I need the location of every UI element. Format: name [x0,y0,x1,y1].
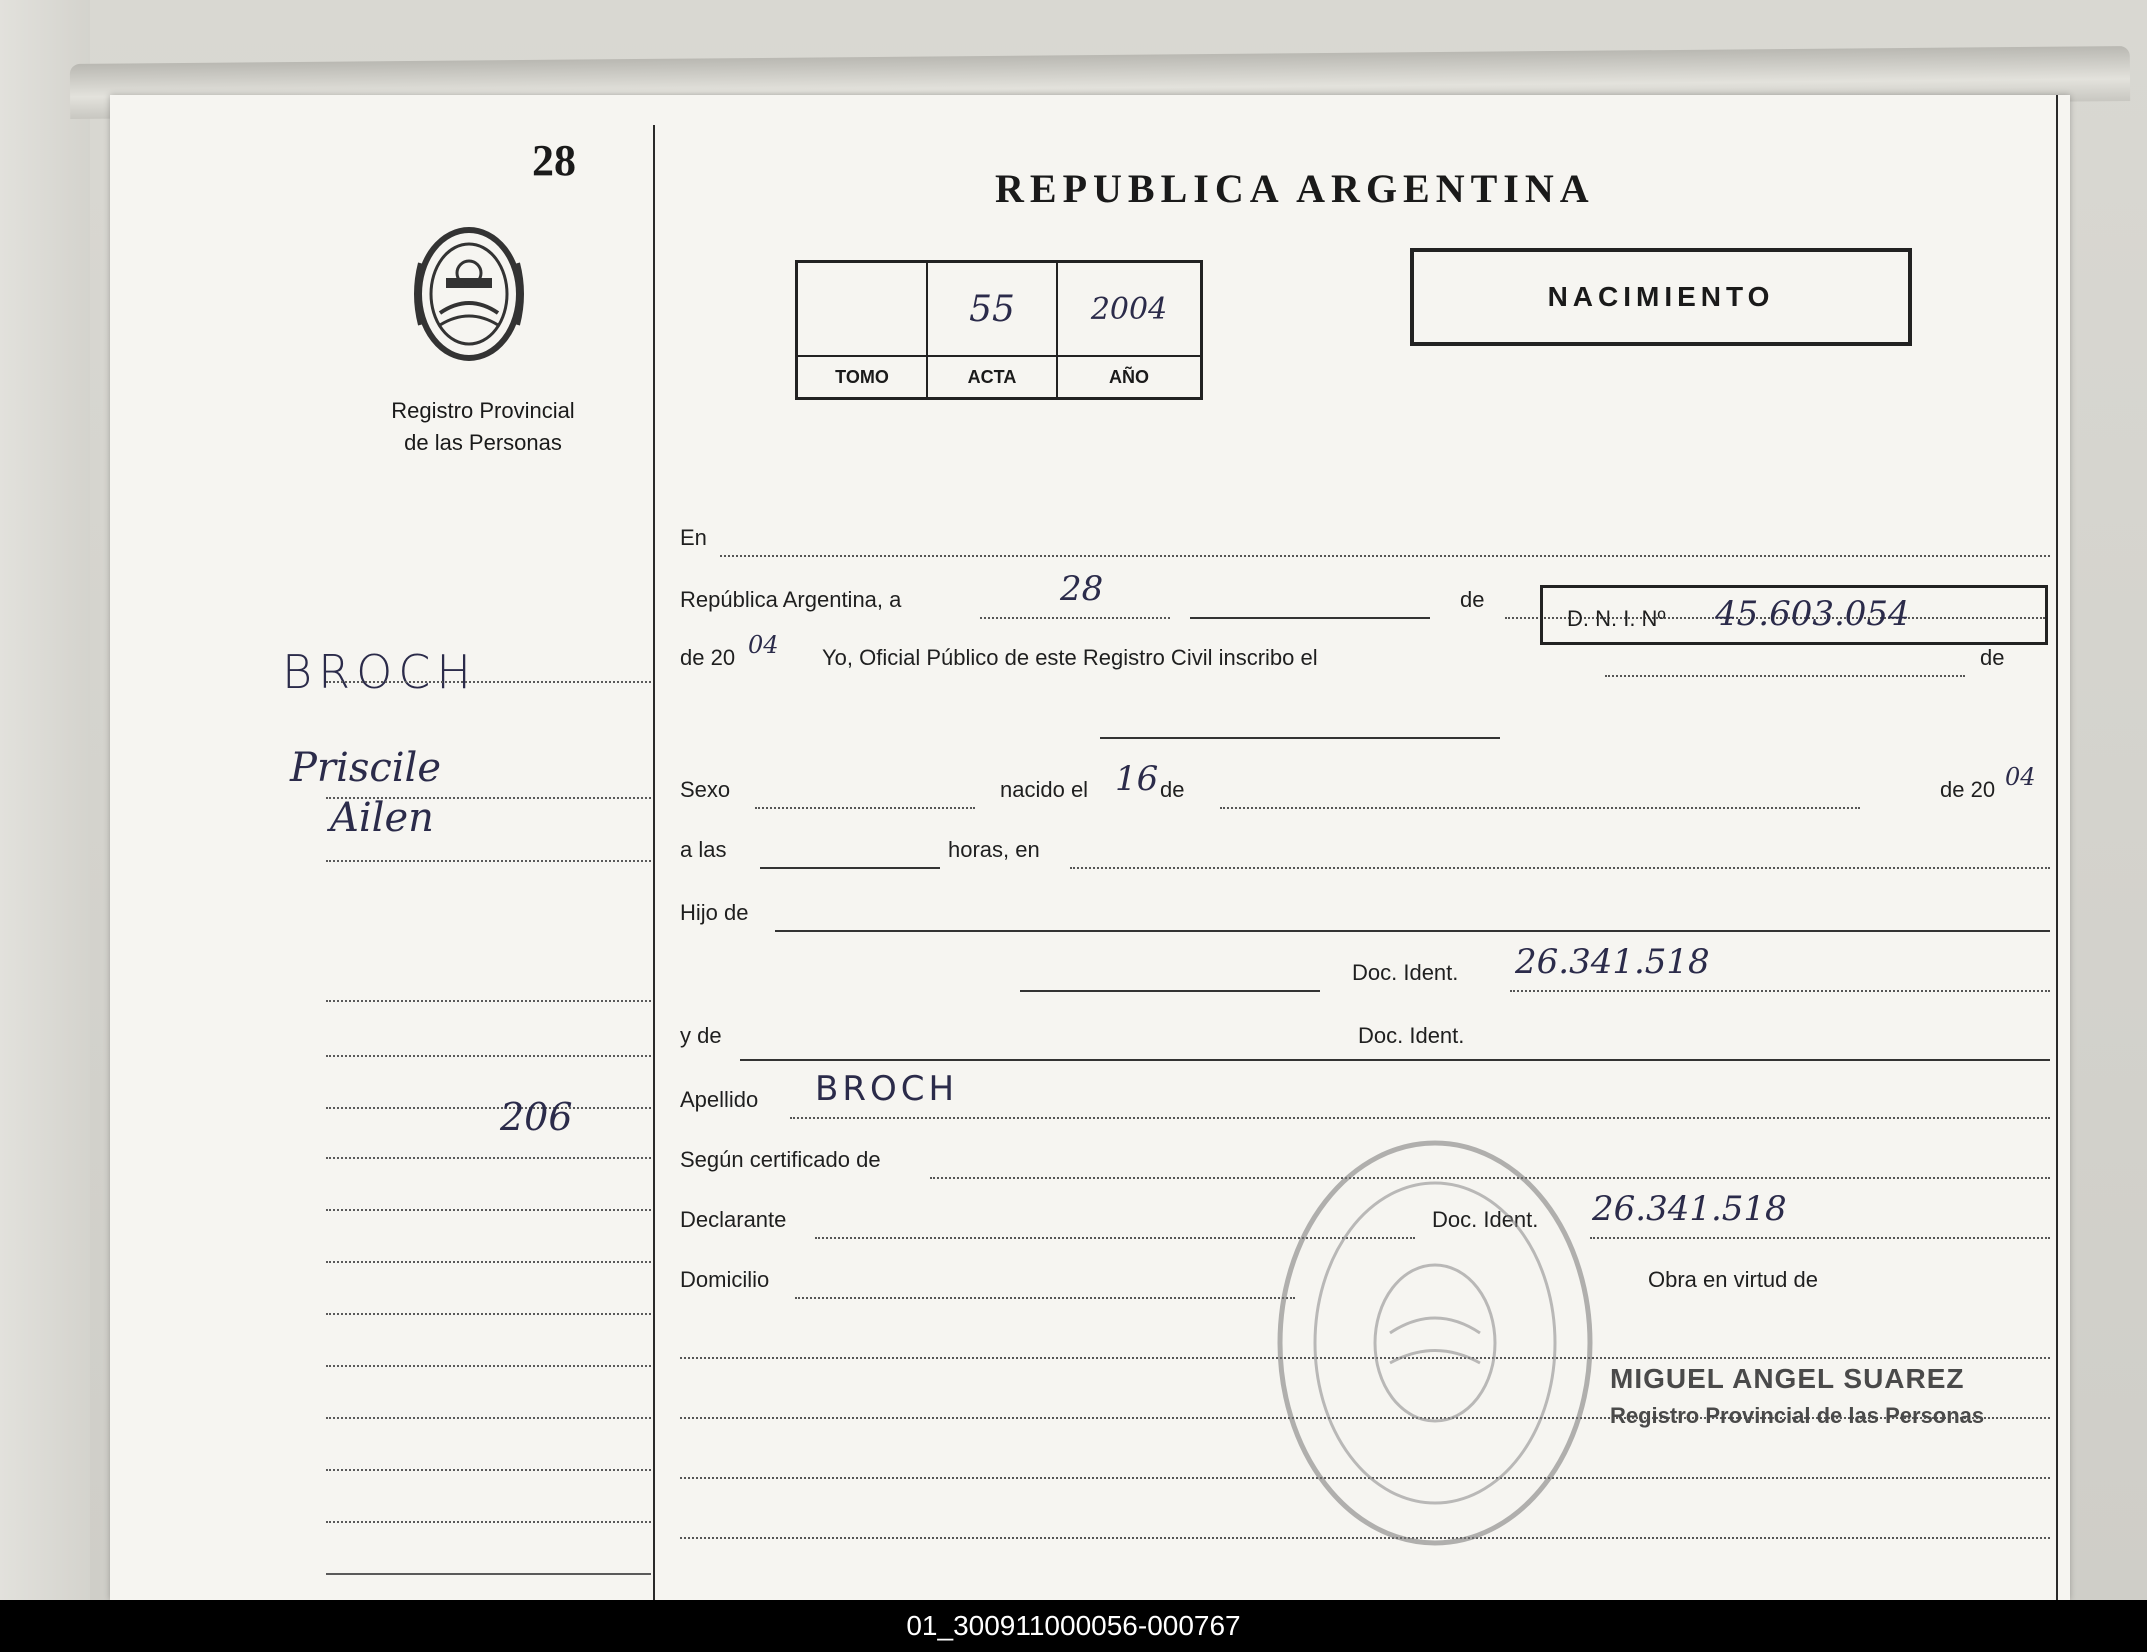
margin-given-name-line1: Priscile [290,745,442,791]
segun-label: Según certificado de [680,1147,881,1172]
row-sex-birthdate [680,747,2050,809]
fill-line [1510,990,2050,992]
margin-rule [326,1573,651,1575]
margin-rule [326,1209,651,1211]
official-signature-block [1610,1363,2030,1429]
register-page [110,95,2070,1600]
declarante-label: Declarante [680,1207,787,1232]
page-right-rule [2056,95,2058,1600]
margin-ref-line4: 206 [500,1095,573,1139]
column-divider [653,125,655,1600]
official-stamp-icon [1270,1133,1600,1553]
book-cover-edge [0,0,90,1600]
row-mother [680,993,2050,1055]
horas-label: horas, en [948,837,1040,862]
hijo-label: Hijo de [680,900,749,925]
record-reference-table [795,260,1203,400]
row-surname [680,1057,2050,1119]
doc-label-father: Doc. Ident. [1352,960,1459,985]
fill-line [1020,990,1320,992]
doc-label-mother: Doc. Ident. [1358,1023,1465,1048]
country-heading: REPUBLICA ARGENTINA [995,166,1595,211]
de20-label: de 20 [680,645,736,670]
provincial-seal-icon [410,223,528,365]
registry-label-line2: de las Personas [404,430,562,455]
yo-label: Yo, Oficial Público de este Registro Civil inscribo el [822,645,1318,670]
nacido-label: nacido el [1000,777,1089,802]
dni-label: D. N. I. Nº [1567,606,1666,631]
margin-rule [326,1107,651,1109]
day-value: 28 [1060,569,1104,609]
tomo-label: TOMO [798,355,928,397]
de2-label: de [1980,645,2005,670]
margin-rule [326,681,651,683]
margin-rule [326,1417,651,1419]
apellido-label: Apellido [680,1087,759,1112]
fill-line [1605,675,1965,677]
fill-line [760,867,940,869]
registry-label-line1: Registro Provincial [391,398,575,423]
official-name: MIGUEL ANGEL SUAREZ [1610,1363,1965,1394]
image-caption: 01_300911000056-000767 [0,1600,2147,1652]
margin-rule [326,1261,651,1263]
apellido-value: BROCH [815,1069,959,1109]
record-type-box: NACIMIENTO [1410,248,1912,346]
birth-day-value: 16 [1115,759,1159,799]
tomo-value-cell [798,263,928,355]
dni-value: 45.603.054 [1715,594,1910,634]
row-father [680,870,2050,932]
row-father-doc [680,930,2050,992]
margin-rule [326,860,651,862]
acta-label: ACTA [928,355,1058,397]
margin-rule [326,1157,651,1159]
year-suffix-value: 04 [748,631,779,659]
anio-value: 2004 [1090,291,1168,327]
folio-number: 28 [532,136,576,185]
margin-surname: BROCH [282,645,477,699]
anio-value-cell [1058,263,1200,355]
margin-rule [326,1365,651,1367]
row-child-name [680,677,1520,739]
acta-value-cell [928,263,1058,355]
obra-label: Obra en virtud de [1648,1267,1818,1292]
margin-rule [326,1469,651,1471]
a-las-label: a las [680,837,727,862]
doc-label-declarant: Doc. Ident. [1432,1207,1539,1232]
republica-label: República Argentina, a [680,587,902,612]
fill-line [1070,867,2050,869]
margin-rule [326,1055,651,1057]
margin-rule [326,1521,651,1523]
row-place [680,495,2050,557]
fill-line [1100,737,1500,739]
de3-label: de [1160,777,1185,802]
official-office: Registro Provincial de las Personas [1610,1403,1985,1428]
sexo-label: Sexo [680,777,731,802]
y-de-label: y de [680,1023,722,1048]
anio-label: AÑO [1058,355,1200,397]
de-label: de [1460,587,1485,612]
row-time-place [680,807,2050,869]
margin-rule [326,1313,651,1315]
registry-label [348,395,618,459]
margin-rule [326,1000,651,1002]
en-label: En [680,525,707,550]
margin-given-name-line2: Ailen [330,795,434,841]
declarant-doc-value: 26.341.518 [1592,1189,1787,1229]
de20b-label: de 20 [1940,777,1996,802]
birth-year-suffix-value: 04 [2005,763,2036,791]
domicilio-label: Domicilio [680,1267,770,1292]
father-doc-value: 26.341.518 [1515,942,1710,982]
dni-box [1540,585,2048,645]
acta-value: 55 [969,288,1015,330]
